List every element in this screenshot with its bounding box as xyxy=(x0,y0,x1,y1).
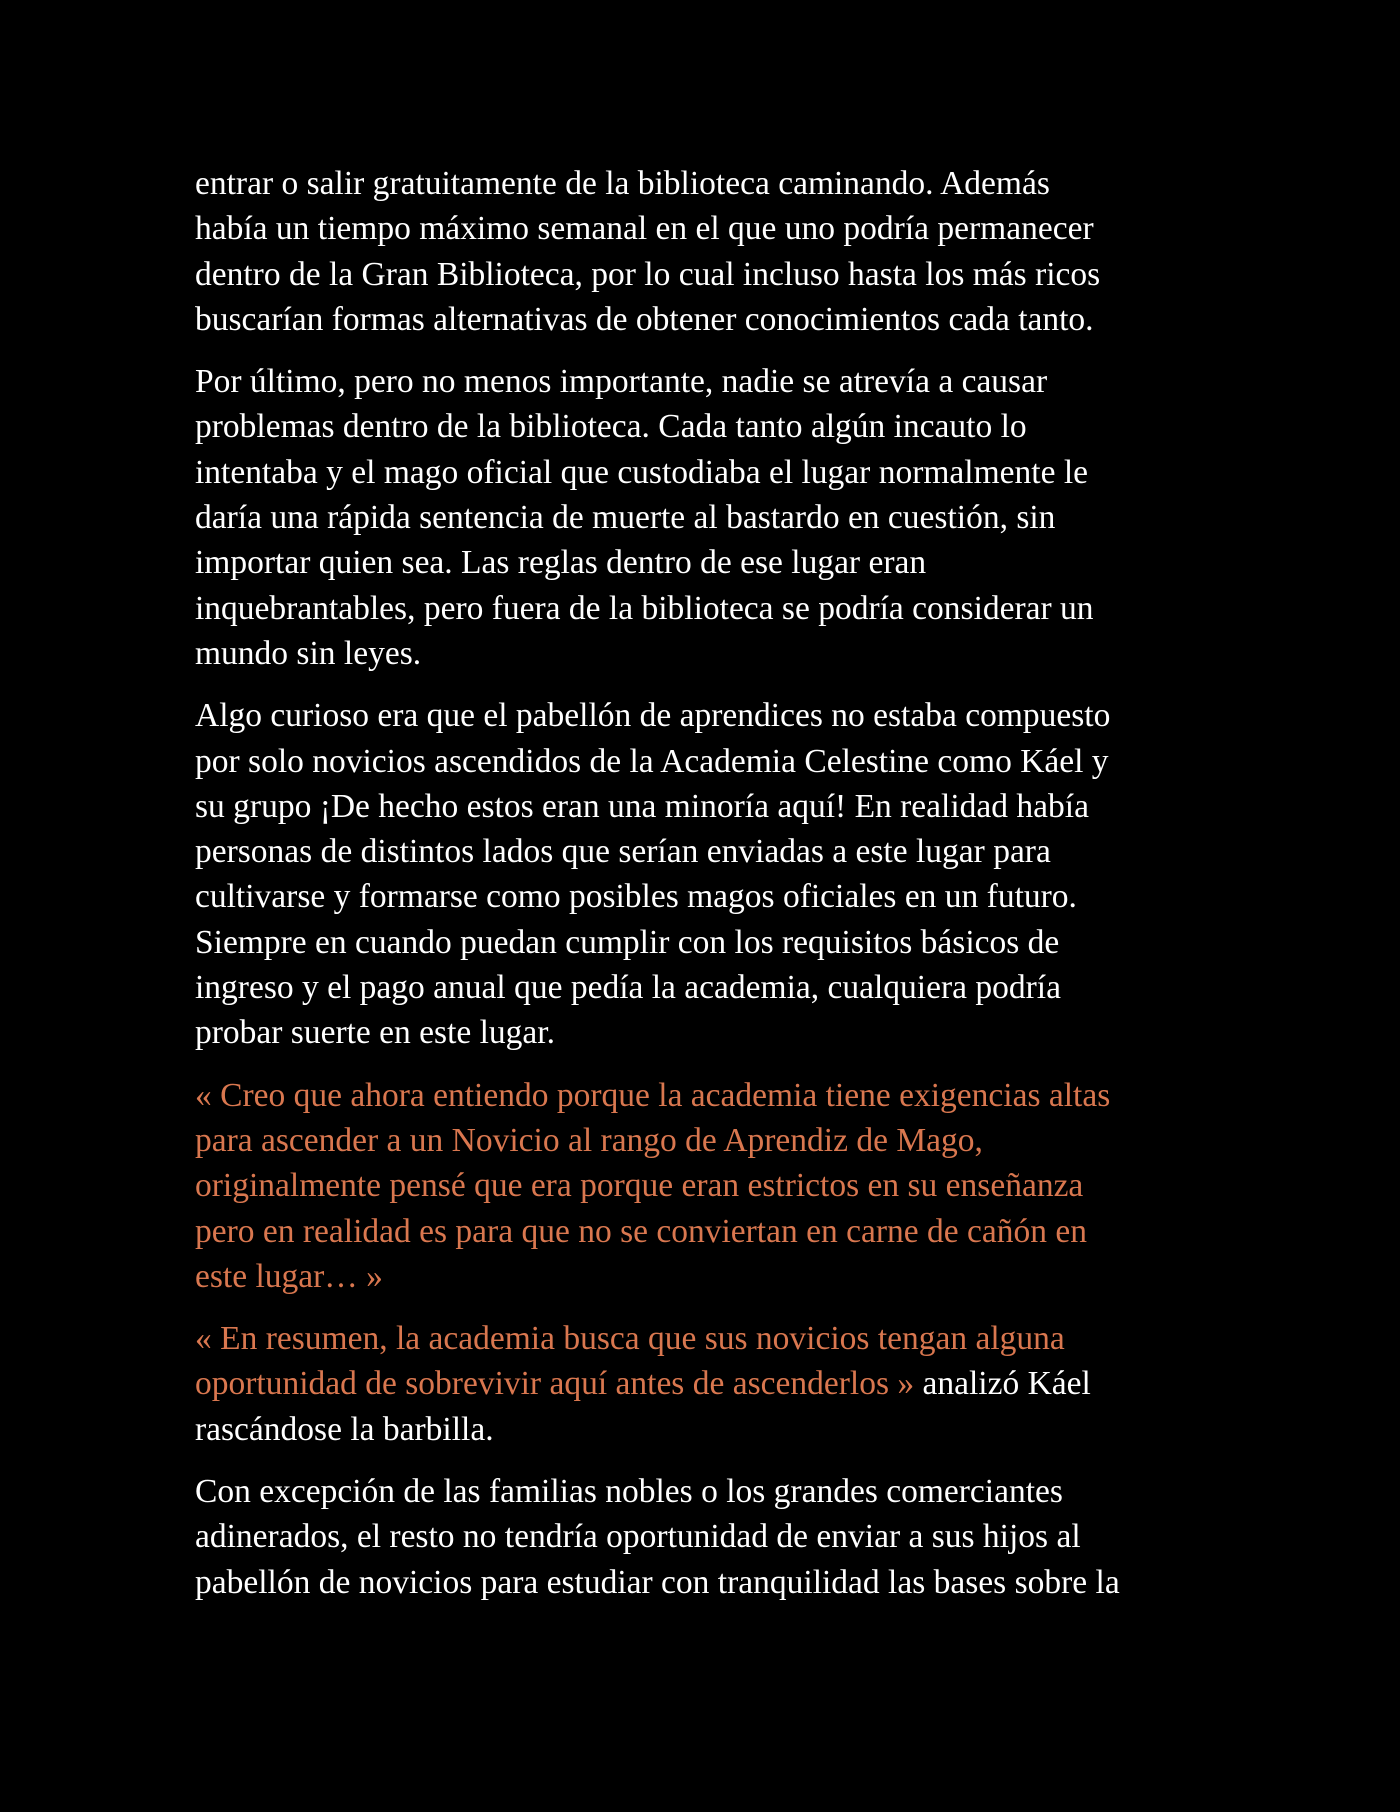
paragraph-2: Por último, pero no menos importante, nadie se atrevía a causar problemas dentro de la biblioteca. Cada tanto algún incauto lo intentaba y el mago oficial que custodiaba el lugar normalmente le daría una rápida sentencia de muerte al bastardo en cuestión, sin importar quien sea. Las reglas dentro de ese lugar eran inquebrantables, pero fuera de la biblioteca se podría considerar un mundo sin leyes. xyxy=(195,363,1094,672)
dialogue-quote: « En resumen, la academia busca que sus novicios tengan alguna oportunidad de sobrevivir aquí antes de ascenderlos » xyxy=(195,1320,1065,1403)
dialogue-attribution: analizó Káel rascándose la barbilla. xyxy=(195,1365,1091,1448)
dialogue-paragraph-1: « Creo que ahora entiendo porque la academia tiene exigencias altas para ascender a un Novicio al rango de Aprendiz de Mago, originalmente pensé que era porque eran estrictos en su enseñanza pero en realidad es para que no se conviertan en carne de cañón en este lugar… » xyxy=(195,1076,1111,1295)
paragraph-6: Con excepción de las familias nobles o los grandes comerciantes adinerados, el resto no tendría oportunidad de enviar a sus hijos al pabellón de novicios para estudiar con tranquilidad las bases sobre la xyxy=(195,1473,1120,1601)
dialogue-paragraph-2 xyxy=(195,1316,1220,1452)
paragraph-1: entrar o salir gratuitamente de la biblioteca caminando. Además había un tiempo máximo semanal en el que uno podría permanecer dentro de la Gran Biblioteca, por lo cual incluso hasta los más ricos buscarían formas alternativas de obtener conocimientos cada tanto. xyxy=(195,165,1101,338)
paragraph-3: Algo curioso era que el pabellón de aprendices no estaba compuesto por solo novicios ascendidos de la Academia Celestine como Káel y su grupo ¡De hecho estos eran una minoría aquí! En realidad había personas de distintos lados que serían enviadas a este lugar para cultivarse y formarse como posibles magos oficiales en un futuro. Siempre en cuando puedan cumplir con los requisitos básicos de ingreso y el pago anual que pedía la academia, cualquiera podría probar suerte en este lugar. xyxy=(195,697,1111,1052)
document-body xyxy=(195,161,1220,1622)
